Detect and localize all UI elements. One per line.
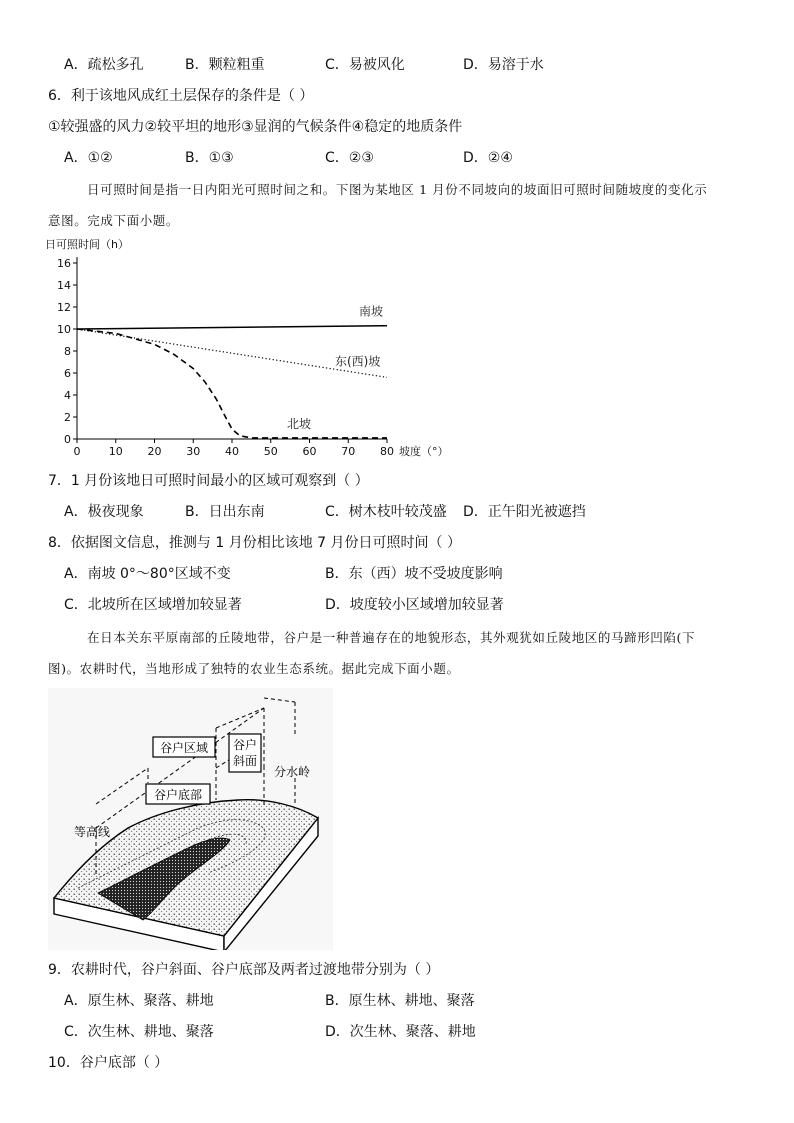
q8-option-c: C．北坡所在区域增加较显著 [64,597,242,613]
y-tick-label: 16 [57,257,71,270]
q8-stem: 8．依据图文信息，推测与 1 月份相比该地 7 月份日可照时间（ ） [48,535,461,551]
q7-stem: 7．1 月份该地日可照时间最小的区域可观察到（ ） [48,473,369,489]
chart-y-axis-label: 日可照时间（h） [45,238,129,251]
series-label-1: 南坡 [359,304,384,319]
x-tick-label: 80 [380,445,394,458]
y-tick-label: 8 [64,345,71,358]
x-tick-label: 70 [341,445,356,458]
q6-option-b: B．①③ [185,150,234,166]
q5-option-b: B．颗粒粗重 [185,57,265,73]
slope-label-line1: 谷户 [232,738,258,752]
region-label: 谷户区域 [159,741,209,755]
contour-label: 等高线 [74,825,111,839]
x-tick-label: 0 [73,445,81,458]
chart-x-axis-label: 坡度（°） [399,445,449,458]
q10-stem: 10．谷户底部（ ） [48,1055,169,1071]
q9-stem: 9．农耕时代，谷户斜面、谷户底部及两者过渡地带分别为（ ） [48,962,440,978]
q8-option-b: B．东（西）坡不受坡度影响 [325,566,503,582]
y-tick-label: 6 [64,367,71,380]
q9-option-d: D．次生林、聚落、耕地 [325,1024,476,1040]
y-tick-label: 2 [64,411,71,424]
q7-option-a: A．极夜现象 [64,504,144,520]
q9-option-b: B．原生林、耕地、聚落 [325,993,475,1009]
sunshine-chart [40,236,460,466]
x-tick-label: 60 [302,445,317,458]
yato-diagram [48,688,333,950]
x-tick-label: 40 [225,445,239,458]
passage1-line1: 日可照时间是指一日内阳光可照时间之和。下图为某地区 1 月份不同坡向的坡面旧可照时间随坡度的变化示 [87,182,708,197]
q9-option-c: C．次生林、耕地、聚落 [64,1024,214,1040]
q7-option-b: B．日出东南 [185,504,265,520]
series-line-2 [77,329,387,377]
y-tick-label: 10 [57,323,71,336]
series-label-3: 北坡 [287,416,312,431]
q6-option-a: A．①② [64,150,113,166]
q6-stem: 6．利于该地风成红土层保存的条件是（ ） [48,88,314,104]
x-tick-label: 20 [147,445,162,458]
passage2-line1: 在日本关东平原南部的丘陵地带，谷户是一种普遍存在的地貌形态，其外观犹如丘陵地区的马蹄形凹陷(下 [87,630,696,645]
q6-option-c: C．②③ [325,150,374,166]
q5-option-a: A．疏松多孔 [64,57,144,73]
divide-label: 分水岭 [274,765,311,779]
bottom-label: 谷户底部 [153,788,203,802]
q7-option-d: D．正午阳光被遮挡 [463,504,586,520]
q5-option-c: C．易被风化 [325,57,405,73]
x-tick-label: 30 [186,445,201,458]
y-tick-label: 4 [64,389,71,402]
y-tick-label: 0 [64,433,71,446]
q5-option-d: D．易溶于水 [463,57,544,73]
series-label-2: 东(西)坡 [335,354,381,369]
slope-label-line2: 斜面 [232,754,258,768]
y-tick-label: 14 [57,279,71,292]
q6-option-d: D．②④ [463,150,513,166]
q7-option-c: C．树木枝叶较茂盛 [325,504,447,520]
passage2-line2: 图)。农耕时代，当地形成了独特的农业生态系统。据此完成下面小题。 [48,661,460,676]
x-tick-label: 10 [108,445,123,458]
series-line-1 [77,326,387,329]
x-tick-label: 50 [263,445,278,458]
q8-option-a: A．南坡 0°～80°区域不变 [64,566,231,582]
q6-statements: ①较强盛的风力②较平坦的地形③显润的气候条件④稳定的地质条件 [48,119,463,135]
passage1-line2: 意图。完成下面小题。 [48,213,180,228]
series-line-3 [77,329,387,438]
q8-option-d: D．坡度较小区域增加较显著 [325,597,504,613]
y-tick-label: 12 [57,301,71,314]
q9-option-a: A．原生林、聚落、耕地 [64,993,214,1009]
